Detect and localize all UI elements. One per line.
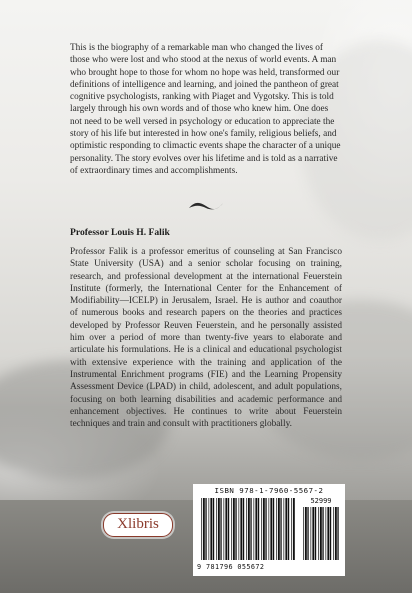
barcode-bar [225,498,227,560]
barcode-bar [273,498,274,560]
barcode-bar [278,498,280,560]
barcode-bar [254,498,255,560]
barcode-bar [255,498,257,560]
price-code: 52999 [310,497,332,505]
barcode-bar [246,498,247,560]
barcode-bar [239,498,240,560]
barcode-addon-bars [303,507,339,560]
barcode-bar [311,507,312,560]
barcode-bars [201,498,296,560]
barcode-bar [291,498,292,560]
barcode-bar [284,498,285,560]
barcode-bar [270,498,272,560]
barcode-bar [218,498,220,560]
barcode-bar [265,498,266,560]
barcode-bar [263,498,265,560]
barcode-bar [327,507,329,560]
barcode-bar [335,507,337,560]
barcode-bar [213,498,214,560]
barcode-bar [320,507,322,560]
barcode-bar [285,498,287,560]
author-heading: Professor Louis H. Falik [70,227,170,238]
barcode-bar [280,498,281,560]
author-bio: Professor Falik is a professor emeritus of counseling at San Francisco State University (USA) and a senior scholar focusing on training, research, and professional development at the international Feuerstein Institute (formerly, the International Center for the Enhancement of Modifiability—ICELP) in Jerusalem, Israel. He is author and coauthor of numerous books and research papers on the theories and practices developed by Professor Reuven Feuerstein, and he personally assisted him over a period of more than twenty-five years to elaborate and articulate his formulations. He is a clinical and educational psychologist with extensive experience with the training and application of the Instrumental Enrichment programs (FIE) and the Learning Propensity Assessment Device (LPAD) in child, adolescent, and adult populations, focusing on both learning disabilities and academic performance and enhancement objectives. He continues to write about Feuerstein techniques and train and consult with practitioners globally. [70,247,342,430]
barcode-bar [303,507,304,560]
barcode-bar [224,498,225,560]
barcode-bar [220,498,221,560]
barcode-bar [231,498,232,560]
isbn-barcode [193,484,345,576]
barcode-bar [330,507,331,560]
barcode-bar [240,498,242,560]
barcode-bar [261,498,262,560]
barcode-bar [293,498,295,560]
ornament-divider-icon [188,199,224,213]
barcode-bar [233,498,235,560]
barcode-bar [205,498,206,560]
publisher-logo [103,513,173,537]
barcode-bar [203,498,205,560]
barcode-bar [250,498,251,560]
barcode-bar [315,507,316,560]
barcode-bar [248,498,250,560]
barcode-bar [276,498,277,560]
barcode-bar [269,498,270,560]
barcode-bar [333,507,334,560]
intro-paragraph: This is the biography of a remarkable man who changed the lives of those who were lost and who stood at the nexus of world events. A man who brought hope to those for whom no hope was held, transformed our definitions of intelligence and learning, and joined the pantheon of great cognitive psychologists, ranking with Piaget and Vygotsky. This is told largely through his own words and of those who knew him. One does not need to be well versed in psychology or education to appreciate the story of his life but interested in how one's family, religious beliefs, and optimistic responding to climactic events shape the character of a unique personality. The story evolves over his lifetime and is told as a narrative of extraordinary times and accomplishments. [70,43,341,176]
barcode-bar [288,498,289,560]
barcode-bar [312,507,314,560]
barcode-bar [322,507,323,560]
barcode-bar [305,507,307,560]
barcode-bar [210,498,212,560]
publisher-logo-text: Xlibris [117,516,159,532]
barcode-bar [307,507,308,560]
isbn-label: ISBN 978-1-7960-5567-2 [214,486,324,495]
barcode-bar [209,498,210,560]
barcode-bar [258,498,259,560]
barcode-bar [318,507,319,560]
barcode-bar [235,498,236,560]
barcode-bar [228,498,229,560]
barcode-bar [337,507,338,560]
barcode-digits: 9 781796 055672 [197,563,265,571]
barcode-bar [326,507,327,560]
barcode-bar [243,498,244,560]
barcode-bar [201,498,202,560]
barcode-bar [216,498,217,560]
